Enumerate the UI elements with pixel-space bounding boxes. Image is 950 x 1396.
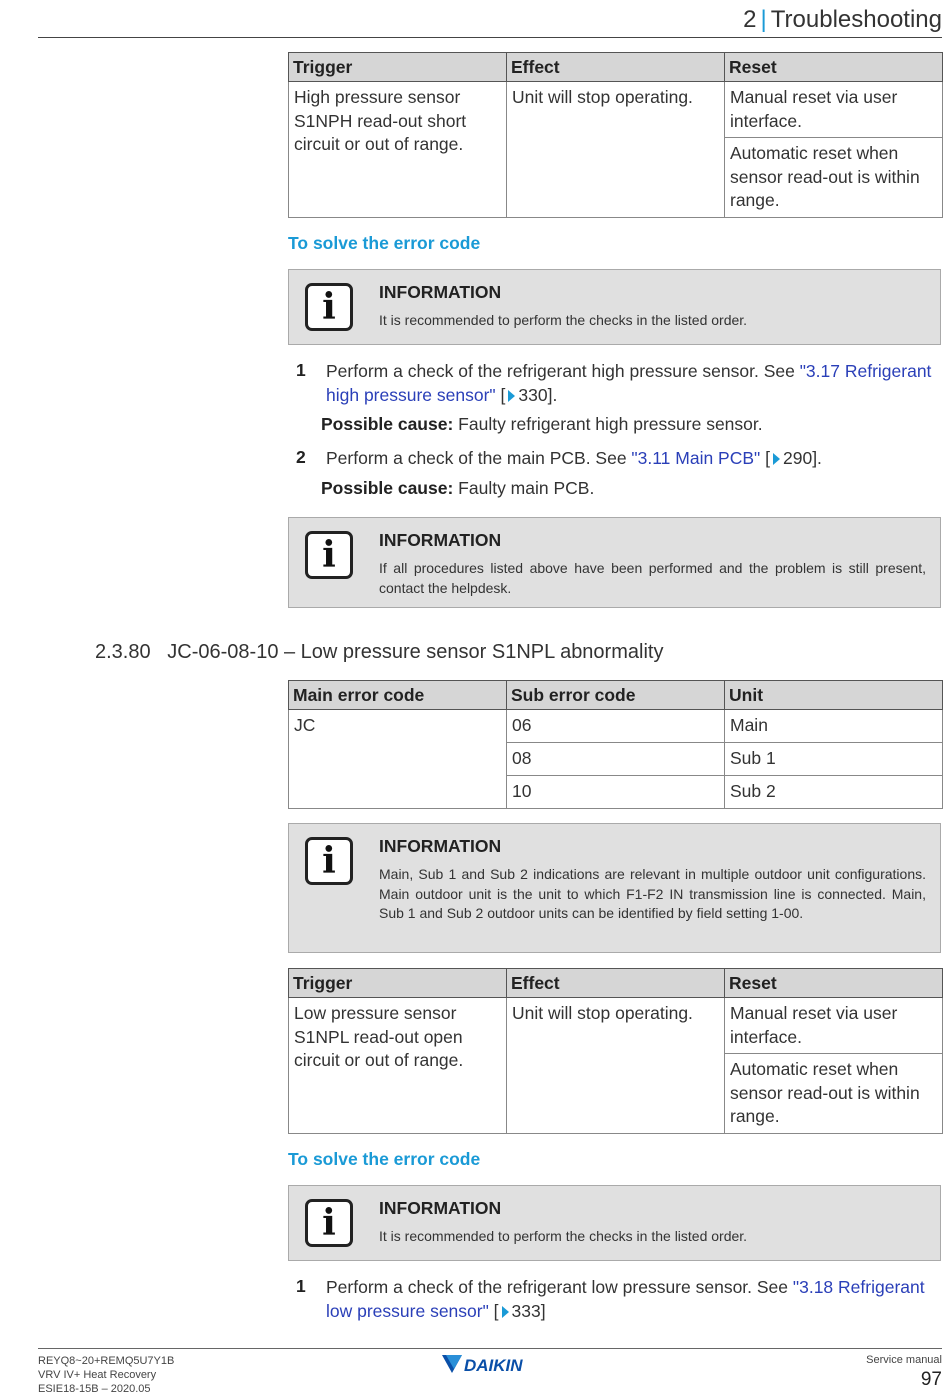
effect-cell: Unit will stop operating. <box>507 998 725 1134</box>
table-header-effect: Effect <box>507 969 725 998</box>
unit-cell: Main <box>725 710 943 743</box>
page-header <box>743 6 942 34</box>
cross-reference-link[interactable]: "3.18 Refrigerant low pressure sensor" <box>326 1277 925 1321</box>
info-text: Main, Sub 1 and Sub 2 indications are relevant in multiple outdoor unit configurations. Main outdoor unit is the unit to which F1-F2 IN transmission line is connected. Main, Sub 1 and Sub 2 outdoor units can be identified by field setting 1-00. <box>379 866 926 921</box>
daikin-logo <box>440 1353 540 1375</box>
ref-open: [ <box>495 385 506 405</box>
header-separator: | <box>760 6 767 33</box>
footer-product: VRV IV+ Heat Recovery <box>38 1369 157 1381</box>
info-icon: i <box>305 1199 353 1247</box>
ref-open: [ <box>488 1301 499 1321</box>
info-icon: i <box>305 531 353 579</box>
footer-model: REYQ8~20+REMQ5U7Y1B <box>38 1355 175 1367</box>
info-icon: i <box>305 837 353 885</box>
triangle-right-icon <box>773 453 780 465</box>
possible-cause <box>321 414 763 435</box>
chapter-title: Troubleshooting <box>770 6 942 33</box>
info-title: INFORMATION <box>379 282 502 302</box>
ref-close: ] <box>540 1301 546 1321</box>
step-text <box>326 446 942 470</box>
footer-doc-info <box>38 1354 174 1396</box>
trigger-table-low-pressure <box>288 968 943 1134</box>
info-title: INFORMATION <box>379 836 502 856</box>
ref-close: ]. <box>547 385 558 405</box>
cause-text: Faulty main PCB. <box>453 478 595 498</box>
step-text-body: Perform a check of the refrigerant low pressure sensor. See <box>326 1277 793 1297</box>
unit-cell: Sub 1 <box>725 743 943 776</box>
info-icon: i <box>305 283 353 331</box>
footer-doc-id: ESIE18-15B – 2020.05 <box>38 1383 151 1395</box>
table-header-main-error-code: Main error code <box>289 681 507 710</box>
table-header-trigger: Trigger <box>289 969 507 998</box>
header-divider <box>38 37 942 38</box>
triangle-right-icon <box>502 1306 509 1318</box>
unit-cell: Sub 2 <box>725 776 943 809</box>
chapter-number: 2 <box>743 6 757 33</box>
sub-error-code-cell: 10 <box>507 776 725 809</box>
info-text: It is recommended to perform the checks in the listed order. <box>379 1228 748 1244</box>
footer-divider <box>38 1348 942 1349</box>
cause-label: Possible cause: <box>321 414 454 434</box>
page-reference[interactable]: 330 <box>518 385 548 405</box>
page-number: 97 <box>920 1369 942 1390</box>
step-text-body: Perform a check of the refrigerant high pressure sensor. See <box>326 361 800 381</box>
information-box <box>288 1185 941 1261</box>
solve-heading: To solve the error code <box>288 1149 481 1169</box>
reset-cell-manual: Manual reset via user interface. <box>725 998 943 1054</box>
information-box <box>288 269 941 345</box>
step-text-body: Perform a check of the main PCB. See <box>326 448 632 468</box>
table-header-unit: Unit <box>725 681 943 710</box>
cause-label: Possible cause: <box>321 478 454 498</box>
footer-doc-type: Service manual <box>866 1354 942 1366</box>
sub-error-code-cell: 08 <box>507 743 725 776</box>
step-text <box>326 1275 942 1323</box>
step-text <box>326 359 942 407</box>
trigger-cell: Low pressure sensor S1NPL read-out open circuit or out of range. <box>289 998 507 1134</box>
table-header-sub-error-code: Sub error code <box>507 681 725 710</box>
table-header-trigger: Trigger <box>289 53 507 82</box>
info-title: INFORMATION <box>379 1198 502 1218</box>
table-header-reset: Reset <box>725 53 943 82</box>
main-error-code-cell: JC <box>289 710 507 809</box>
section-heading <box>95 641 663 664</box>
table-header-effect: Effect <box>507 53 725 82</box>
page-reference[interactable]: 333 <box>511 1301 541 1321</box>
logo-text: DAIKIN <box>464 1356 523 1375</box>
ref-open: [ <box>760 448 770 468</box>
info-text: If all procedures listed above have been performed and the problem is still present, contact the helpdesk. <box>379 560 926 596</box>
section-title: JC-06-08-10 – Low pressure sensor S1NPL abnormality <box>167 641 664 663</box>
error-code-table <box>288 680 943 809</box>
trigger-table-high-pressure <box>288 52 943 218</box>
cause-text: Faulty refrigerant high pressure sensor. <box>453 414 763 434</box>
step-number: 1 <box>296 1276 306 1296</box>
information-box <box>288 823 941 953</box>
reset-cell-automatic: Automatic reset when sensor read-out is within range. <box>725 1054 943 1134</box>
cross-reference-link[interactable]: "3.11 Main PCB" <box>631 448 761 468</box>
section-number: 2.3.80 <box>95 641 151 663</box>
reset-cell-manual: Manual reset via user interface. <box>725 82 943 138</box>
triangle-right-icon <box>508 390 515 402</box>
solve-heading: To solve the error code <box>288 233 481 253</box>
possible-cause <box>321 478 594 499</box>
effect-cell: Unit will stop operating. <box>507 82 725 218</box>
page-reference[interactable]: 290 <box>782 448 813 468</box>
cross-reference-link[interactable]: "3.17 Refrigerant high pressure sensor" <box>326 361 932 405</box>
info-title: INFORMATION <box>379 530 502 550</box>
reset-cell-automatic: Automatic reset when sensor read-out is within range. <box>725 138 943 218</box>
trigger-cell: High pressure sensor S1NPH read-out short circuit or out of range. <box>289 82 507 218</box>
table-header-reset: Reset <box>725 969 943 998</box>
info-text: It is recommended to perform the checks in the listed order. <box>379 312 748 328</box>
information-box <box>288 517 941 608</box>
ref-close: ]. <box>812 448 822 468</box>
step-number: 2 <box>296 447 306 467</box>
sub-error-code-cell: 06 <box>507 710 725 743</box>
step-number: 1 <box>296 360 306 380</box>
